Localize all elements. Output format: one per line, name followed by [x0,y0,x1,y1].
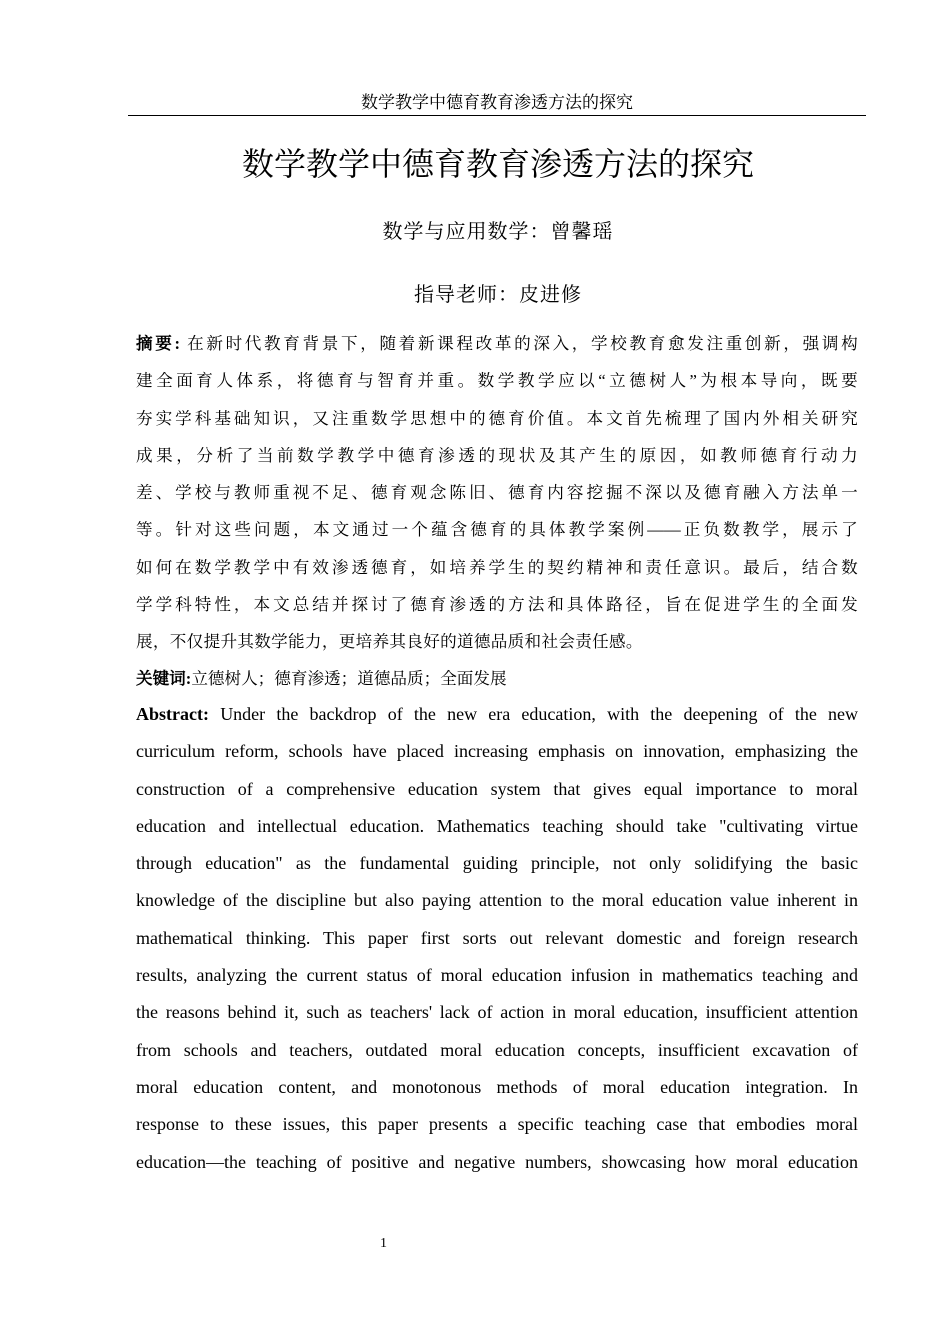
line-text: through education" as the fundamental guiding principle, not only solidifying the basic [136,853,858,874]
author-line: 数学与应用数学：曾馨瑶 [382,221,614,243]
line-text: results, analyzing the current status of moral education infusion in mathematics teaching and [136,965,858,986]
line-text: education—the teaching of positive and negative numbers, showcasing how moral education [136,1151,858,1172]
line-text: response to these issues, this paper presents a specific teaching case that embodies moral [136,1114,858,1135]
line-text: moral education content, and monotonous methods of moral education integration. In [136,1076,858,1097]
paragraph-line [136,511,858,548]
line-text: 在新时代教育背景下，随着新课程改革的深入，学校教育愈发注重创新，强调构 [187,334,858,353]
paragraph-line [136,771,858,808]
keywords-label: 关键词: [136,669,192,688]
line-text: curriculum reform, schools have placed increasing emphasis on innovation, emphasizing the [136,741,858,762]
abstract-chinese [136,325,858,661]
line-text: 差、学校与教师重视不足、德育观念陈旧、德育内容挖掘不深以及德育融入方法单一 [136,483,858,503]
line-text: construction of a comprehensive education system that gives equal importance to moral [136,778,858,799]
line-text: 如何在数学教学中有效渗透德育，如培养学生的契约精神和责任意识。最后，结合数 [136,557,858,577]
paragraph-line [136,1144,858,1181]
paragraph-line [136,623,858,660]
line-text: the reasons behind it, such as teachers' lack of action in moral education, insufficient attention [136,1002,858,1023]
paragraph-line [136,696,858,733]
paragraph-line [136,1069,858,1106]
line-text: from schools and teachers, outdated moral education concepts, insufficient excavation of [136,1039,858,1060]
keywords-text: 立德树人；德育渗透；道德品质；全面发展 [191,669,507,688]
line-text: 学学科特性，本文总结并探讨了德育渗透的方法和具体路径，旨在促进学生的全面发 [136,595,858,615]
running-header: 数学教学中德育教育渗透方法的探究 [361,93,633,112]
paragraph-line [136,437,858,474]
paragraph-line [136,586,858,623]
abstract-label: 摘要: [136,334,181,353]
line-text: 展，不仅提升其数学能力，更培养其良好的道德品质和社会责任感。 [136,632,643,652]
paragraph-line [136,325,858,362]
abstract-label: Abstract: [136,704,209,724]
paragraph-line [136,549,858,586]
paragraph-line [136,1106,858,1143]
paragraph-line [136,994,858,1031]
paragraph-line [136,733,858,770]
paragraph-line [136,1032,858,1069]
abstract-english [136,696,858,1181]
line-text: knowledge of the discipline but also paying attention to the moral education value inherent in [136,890,858,911]
paragraph-line [136,808,858,845]
paragraph-line [136,920,858,957]
paragraph-line [136,474,858,511]
paragraph-line [136,957,858,994]
line-text: mathematical thinking. This paper first sorts out relevant domestic and foreign research [136,927,858,948]
line-text: 成果，分析了当前数学教学中德育渗透的现状及其产生的原因，如教师德育行动力 [136,445,858,465]
paragraph-line [136,882,858,919]
header-rule [128,115,866,116]
paragraph-line [136,845,858,882]
advisor-line: 指导老师：皮进修 [414,284,582,306]
page-title: 数学教学中德育教育渗透方法的探究 [241,145,754,183]
line-text: 等。针对这些问题，本文通过一个蕴含德育的具体教学案例——正负数教学，展示了 [136,520,858,540]
line-text: 建全面育人体系，将德育与智育并重。数学教学应以“立德树人”为根本导向，既要 [136,371,858,391]
page-number: 1 [380,1236,387,1251]
paragraph-line [136,362,858,399]
line-text: 夯实学科基础知识，又注重数学思想中的德育价值。本文首先梳理了国内外相关研究 [136,408,858,428]
line-text: Under the backdrop of the new era education, with the deepening of the new [220,704,859,724]
paragraph-line [136,400,858,437]
keywords [136,660,858,697]
line-text: education and intellectual education. Mathematics teaching should take "cultivating virtue [136,815,858,836]
